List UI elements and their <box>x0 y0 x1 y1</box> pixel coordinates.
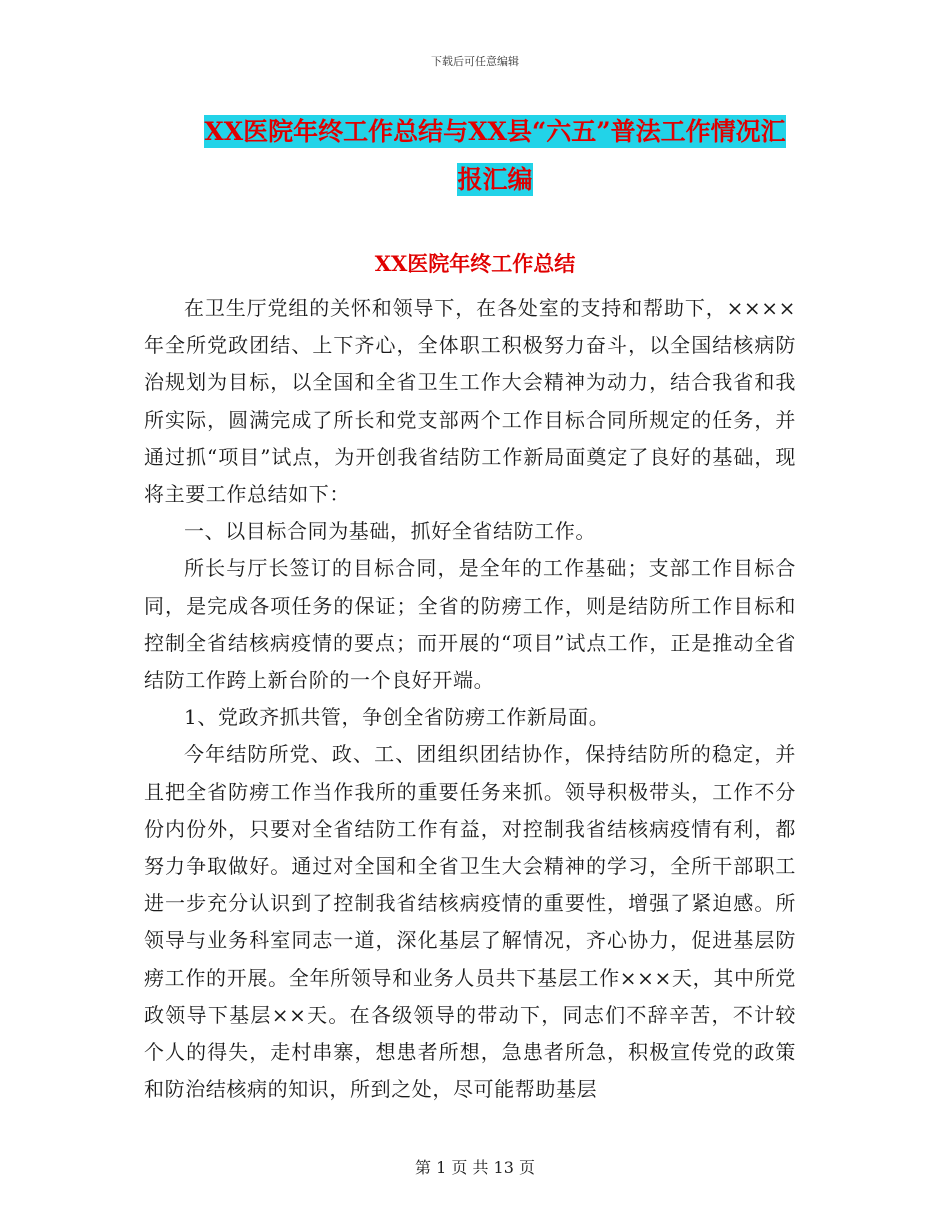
title-line-1: XX医院年终工作总结与XX县“六五”普法工作情况汇 <box>204 117 786 146</box>
page-number: 第 1 页 共 13 页 <box>415 1158 535 1177</box>
section-title: XX医院年终工作总结 <box>374 251 576 276</box>
paragraph: 在卫生厅党组的关怀和领导下，在各处室的支持和帮助下，××××年全所党政团结、上下齐心，全体职工积极努力奋斗，以全国结核病防治规划为目标，以全国和全省卫生工作大会精神为动力，结合我省和我所实际，圆满完成了所长和党支部两个工作目标合同所规定的任务，并通过抓“项目”试点，为开创我省结防工作新局面奠定了良好的基础，现将主要工作总结如下： <box>144 296 796 507</box>
paragraph: 所长与厅长签订的目标合同，是全年的工作基础；支部工作目标合同，是完成各项任务的保证；全省的防痨工作，则是结防所工作目标和控制全省结核病疫情的要点；而开展的“项目”试点工作，正是推动全省结防工作跨上新台阶的一个良好开端。 <box>144 556 796 693</box>
paragraph: 一、以目标合同为基础，抓好全省结防工作。 <box>184 519 596 544</box>
paragraph: 今年结防所党、政、工、团组织团结协作，保持结防所的稳定，并且把全省防痨工作当作我所的重要任务来抓。领导积极带头，工作不分份内份外，只要对全省结防工作有益，对控制我省结核病疫情有利，都努力争取做好。通过对全国和全省卫生大会精神的学习，全所干部职工进一步充分认识到了控制我省结核病疫情的重要性，增强了紧迫感。所领导与业务科室同志一道，深化基层了解情况，齐心协力，促进基层防痨工作的开展。全年所领导和业务人员共下基层工作×××天，其中所党政领导下基层××天。在各级领导的带动下，同志们不辞辛苦，不计较个人的得失，走村串寨，想患者所想，急患者所急，积极宣传党的政策和防治结核病的知识，所到之处，尽可能帮助基层 <box>144 742 796 1102</box>
document-title <box>150 108 840 204</box>
paragraph: 1、党政齐抓共管，争创全省防痨工作新局面。 <box>184 705 610 730</box>
title-line-2: 报汇编 <box>457 165 533 194</box>
body-text <box>144 290 796 1108</box>
header-note: 下载后可任意编辑 <box>431 55 519 68</box>
